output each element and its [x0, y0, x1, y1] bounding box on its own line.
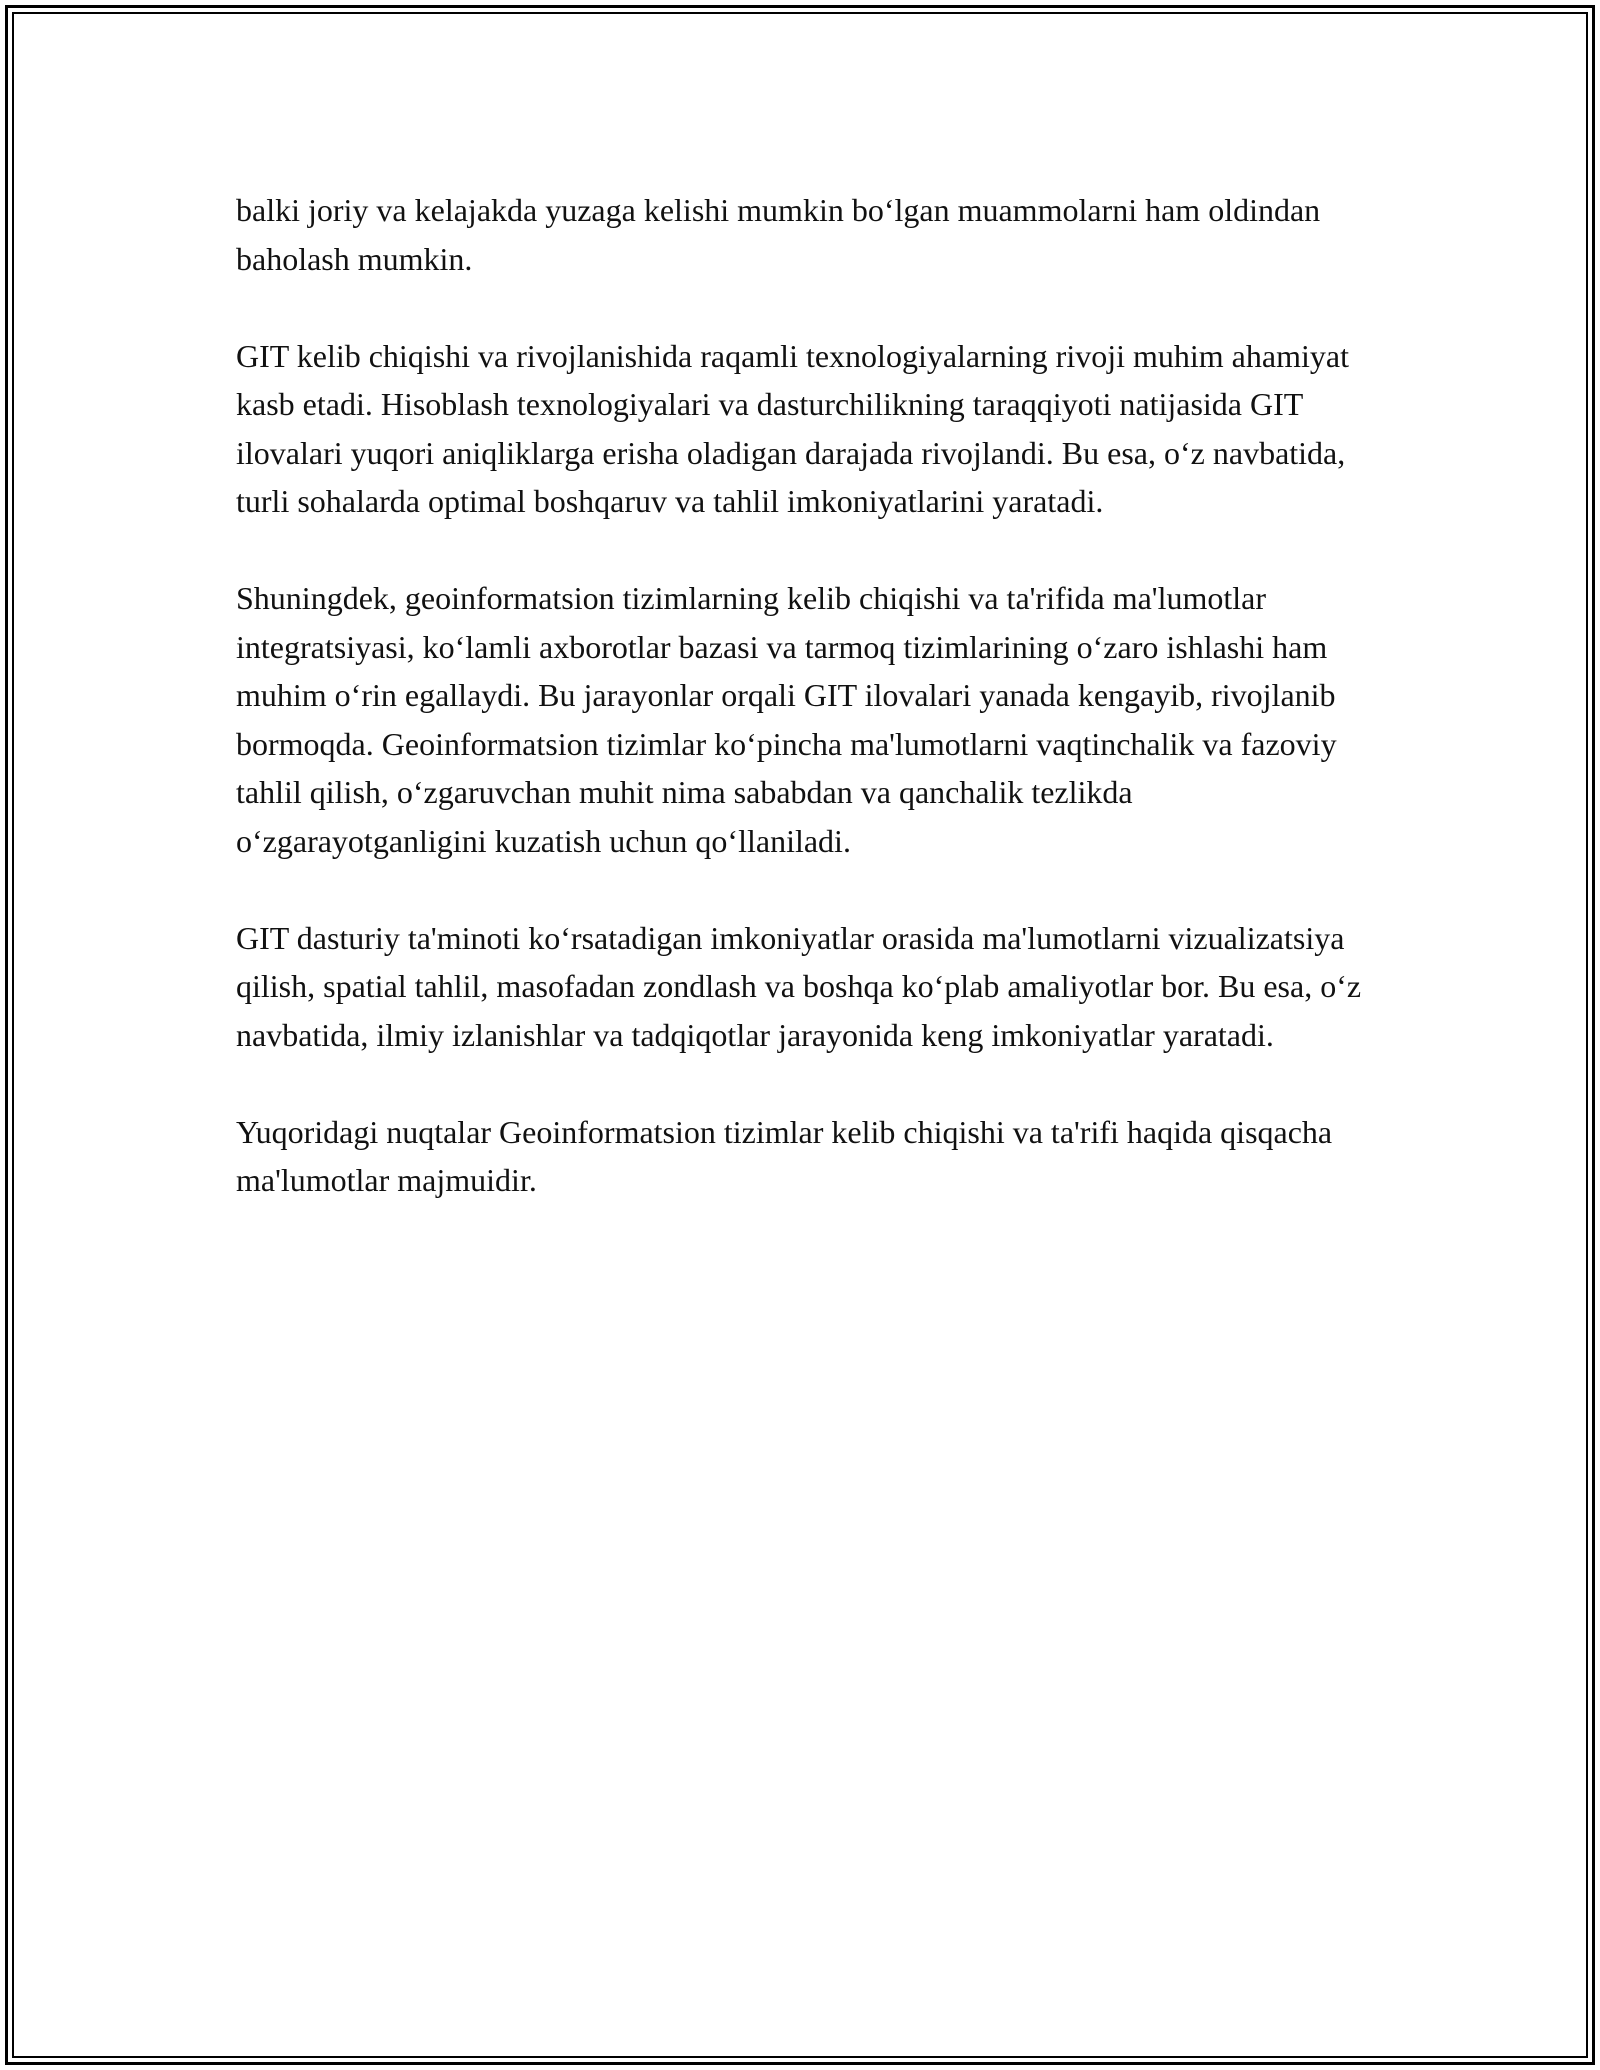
paragraph-3: Shuningdek, geoinformatsion tizimlarning kelib chiqishi va ta'rifida ma'lumotlar integratsiyasi, ko‘lamli axborotlar bazasi va tarmoq tizimlarining o‘zaro ishlashi ham muhim o‘rin egallaydi. Bu jarayonlar orqali GIT ilovalari yanada kengayib, rivojlanib bormoqda. Geoinformatsion tizimlar ko‘pincha ma'lumotlarni vaqtinchalik va fazoviy tahlil qilish, o‘zgaruvchan muhit nima sababdan va qanchalik tezlikda o‘zgarayotganligini kuzatish uchun qo‘llaniladi. [236, 580, 1337, 859]
paragraph-2: GIT kelib chiqishi va rivojlanishida raqamli texnologiyalarning rivoji muhim ahamiyat kasb etadi. Hisoblash texnologiyalari va dasturchilikning taraqqiyoti natijasida GIT ilovalari yuqori aniqliklarga erisha oladigan darajada rivojlandi. Bu esa, o‘z navbatida, turli sohalarda optimal boshqaruv va tahlil imkoniyatlarini yaratadi. [236, 337, 1349, 519]
document-body [236, 186, 1376, 1253]
paragraph-1: balki joriy va kelajakda yuzaga kelishi mumkin bo‘lgan muammolarni ham oldindan baholash mumkin. [236, 192, 1321, 277]
paragraph-4: GIT dasturiy ta'minoti ko‘rsatadigan imkoniyatlar orasida ma'lumotlarni vizualizatsiya qilish, spatial tahlil, masofadan zondlash va boshqa ko‘plab amaliyotlar bor. Bu esa, o‘z navbatida, ilmiy izlanishlar va tadqiqotlar jarayonida keng imkoniyatlar yaratadi. [236, 919, 1362, 1053]
paragraph-5: Yuqoridagi nuqtalar Geoinformatsion tizimlar kelib chiqishi va ta'rifi haqida qisqacha ma'lumotlar majmuidir. [236, 1113, 1333, 1198]
